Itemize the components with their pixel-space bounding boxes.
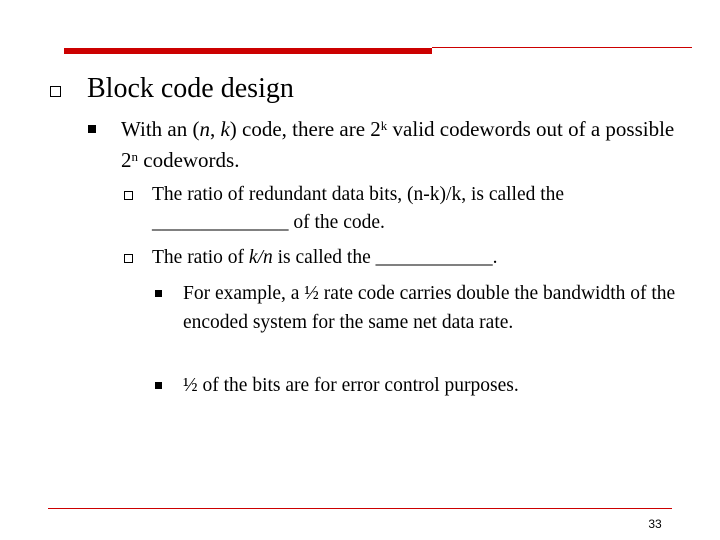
- footer-rule: [48, 508, 672, 509]
- superscript-n: n: [131, 149, 138, 165]
- bullet-point-codewords: [121, 114, 691, 176]
- solid-square-bullet-icon: [88, 125, 96, 133]
- hollow-square-bullet-icon: [124, 191, 133, 200]
- variable-n: n: [199, 117, 210, 141]
- detail-half-rate-example: For example, a ½ rate code carries double the bandwidth of the encoded system for the same net data rate.: [183, 283, 676, 333]
- solid-square-bullet-icon: [155, 290, 162, 297]
- solid-square-bullet-icon: [155, 382, 162, 389]
- hollow-square-bullet-icon: [50, 86, 61, 97]
- subpoint-redundancy: The ratio of redundant data bits, (n-k)/k, is called the ______________ of the code.: [152, 184, 565, 233]
- ratio-k-over-n: k/n: [248, 247, 273, 268]
- text-segment: The ratio of: [152, 247, 249, 268]
- text-segment: With an (: [121, 117, 200, 141]
- subpoint-code-rate: [152, 244, 692, 272]
- page-number: 33: [648, 517, 662, 531]
- variable-k: k: [220, 117, 230, 141]
- header-accent-bar: [64, 48, 432, 54]
- header-rule: [432, 47, 692, 48]
- text-segment: ) code, there are 2: [229, 117, 381, 141]
- text-segment: ,: [209, 117, 221, 141]
- slide-title: Block code design: [87, 73, 294, 104]
- text-segment: valid codewords out of a possible 2: [121, 117, 675, 172]
- text-segment: is called the ____________.: [272, 247, 498, 268]
- detail-error-control: ½ of the bits are for error control purposes.: [183, 375, 519, 396]
- superscript-k: k: [380, 118, 388, 134]
- text-segment: codewords.: [138, 148, 240, 172]
- hollow-square-bullet-icon: [124, 254, 133, 263]
